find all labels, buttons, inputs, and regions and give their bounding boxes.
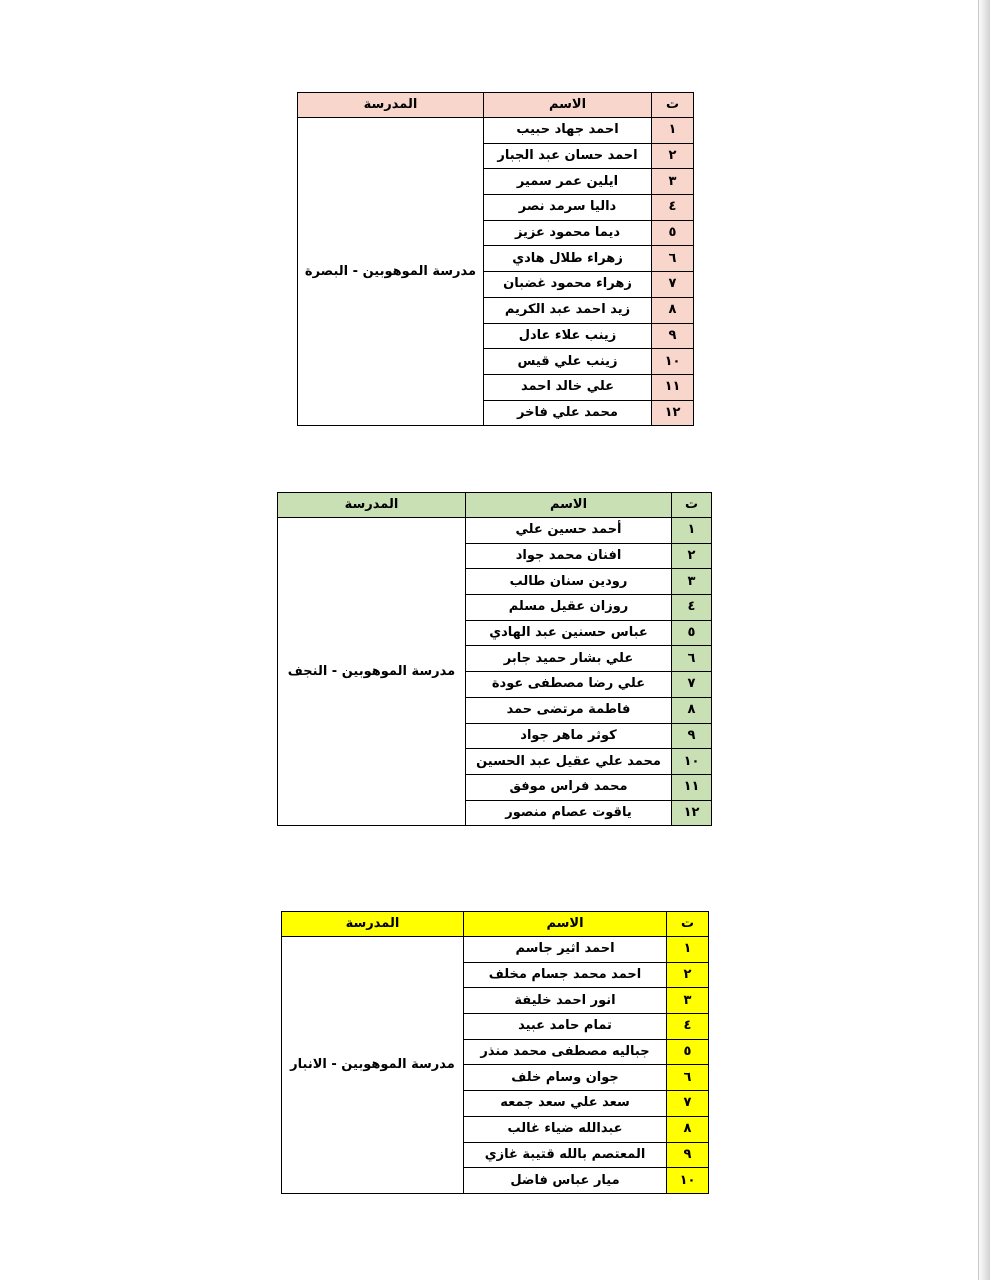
student-name: داليا سرمد نصر [484, 195, 652, 221]
school-name: مدرسة الموهوبين - النجف [278, 518, 466, 826]
row-number: ٢ [667, 962, 709, 988]
row-number: ٧ [667, 1091, 709, 1117]
school-name: مدرسة الموهوبين - الانبار [282, 937, 464, 1194]
row-number: ١١ [672, 774, 712, 800]
row-number: ١٢ [672, 800, 712, 826]
page-edge-line [978, 0, 979, 1280]
student-name: ديما محمود عزيز [484, 220, 652, 246]
row-number: ٤ [652, 195, 694, 221]
student-name: احمد محمد جسام مخلف [464, 962, 667, 988]
student-name: رودين سنان طالب [466, 569, 672, 595]
student-name: افنان محمد جواد [466, 543, 672, 569]
row-number: ٩ [667, 1142, 709, 1168]
table-header-row [298, 93, 694, 118]
row-number: ٩ [652, 323, 694, 349]
row-number: ٥ [652, 220, 694, 246]
student-name: زينب علي قيس [484, 349, 652, 375]
row-number: ١١ [652, 374, 694, 400]
header-name: الاسم [484, 93, 652, 118]
student-name: علي بشار حميد جابر [466, 646, 672, 672]
row-number: ٨ [667, 1116, 709, 1142]
row-number: ٣ [667, 988, 709, 1014]
page-edge-shadow [978, 0, 990, 1280]
row-number: ١٠ [652, 349, 694, 375]
row-number: ٥ [672, 620, 712, 646]
table-header-row [278, 493, 712, 518]
student-name: فاطمة مرتضى حمد [466, 697, 672, 723]
row-number: ٣ [652, 169, 694, 195]
student-name: زهراء محمود غضبان [484, 272, 652, 298]
row-number: ١٠ [667, 1168, 709, 1194]
student-name: انور احمد خليفة [464, 988, 667, 1014]
row-number: ٩ [672, 723, 712, 749]
row-number: ٣ [672, 569, 712, 595]
row-number: ١ [672, 518, 712, 544]
table-row [282, 937, 709, 963]
student-name: كوثر ماهر جواد [466, 723, 672, 749]
student-name: ميار عباس فاضل [464, 1168, 667, 1194]
row-number: ٢ [652, 143, 694, 169]
student-name: زينب علاء عادل [484, 323, 652, 349]
student-name: سعد علي سعد جمعه [464, 1091, 667, 1117]
header-number: ت [667, 912, 709, 937]
header-number: ت [672, 493, 712, 518]
school-name: مدرسة الموهوبين - البصرة [298, 118, 484, 426]
row-number: ٨ [672, 697, 712, 723]
header-name: الاسم [466, 493, 672, 518]
student-name: ياقوت عصام منصور [466, 800, 672, 826]
student-name: محمد علي عقيل عبد الحسين [466, 749, 672, 775]
student-name: احمد حسان عبد الجبار [484, 143, 652, 169]
header-school: المدرسة [298, 93, 484, 118]
row-number: ٦ [652, 246, 694, 272]
student-name: المعتصم بالله قتيبة غازي [464, 1142, 667, 1168]
student-name: جباليه مصطفى محمد منذر [464, 1039, 667, 1065]
student-name: محمد علي فاخر [484, 400, 652, 426]
student-name: علي رضا مصطفى عودة [466, 672, 672, 698]
student-name: تمام حامد عبيد [464, 1014, 667, 1040]
header-number: ت [652, 93, 694, 118]
student-name: أحمد حسين علي [466, 518, 672, 544]
student-name: ايلين عمر سمير [484, 169, 652, 195]
student-name: عباس حسنين عبد الهادي [466, 620, 672, 646]
row-number: ١ [667, 937, 709, 963]
header-school: المدرسة [278, 493, 466, 518]
row-number: ٧ [652, 272, 694, 298]
row-number: ٦ [667, 1065, 709, 1091]
student-name: زهراء طلال هادي [484, 246, 652, 272]
student-name: زيد احمد عبد الكريم [484, 297, 652, 323]
row-number: ٦ [672, 646, 712, 672]
student-name: احمد اثير جاسم [464, 937, 667, 963]
row-number: ١ [652, 118, 694, 144]
student-name: محمد فراس موفق [466, 774, 672, 800]
table-row [278, 518, 712, 544]
row-number: ١٢ [652, 400, 694, 426]
row-number: ٥ [667, 1039, 709, 1065]
row-number: ٤ [667, 1014, 709, 1040]
row-number: ١٠ [672, 749, 712, 775]
student-name: عبدالله ضياء غالب [464, 1116, 667, 1142]
najaf-students-table [277, 492, 712, 826]
student-name: علي خالد احمد [484, 374, 652, 400]
student-name: احمد جهاد حبيب [484, 118, 652, 144]
table-header-row [282, 912, 709, 937]
header-school: المدرسة [282, 912, 464, 937]
row-number: ٨ [652, 297, 694, 323]
header-name: الاسم [464, 912, 667, 937]
anbar-students-table [281, 911, 709, 1194]
row-number: ٢ [672, 543, 712, 569]
row-number: ٧ [672, 672, 712, 698]
student-name: جوان وسام خلف [464, 1065, 667, 1091]
table-row [298, 118, 694, 144]
row-number: ٤ [672, 595, 712, 621]
student-name: روزان عقيل مسلم [466, 595, 672, 621]
basra-students-table [297, 92, 694, 426]
